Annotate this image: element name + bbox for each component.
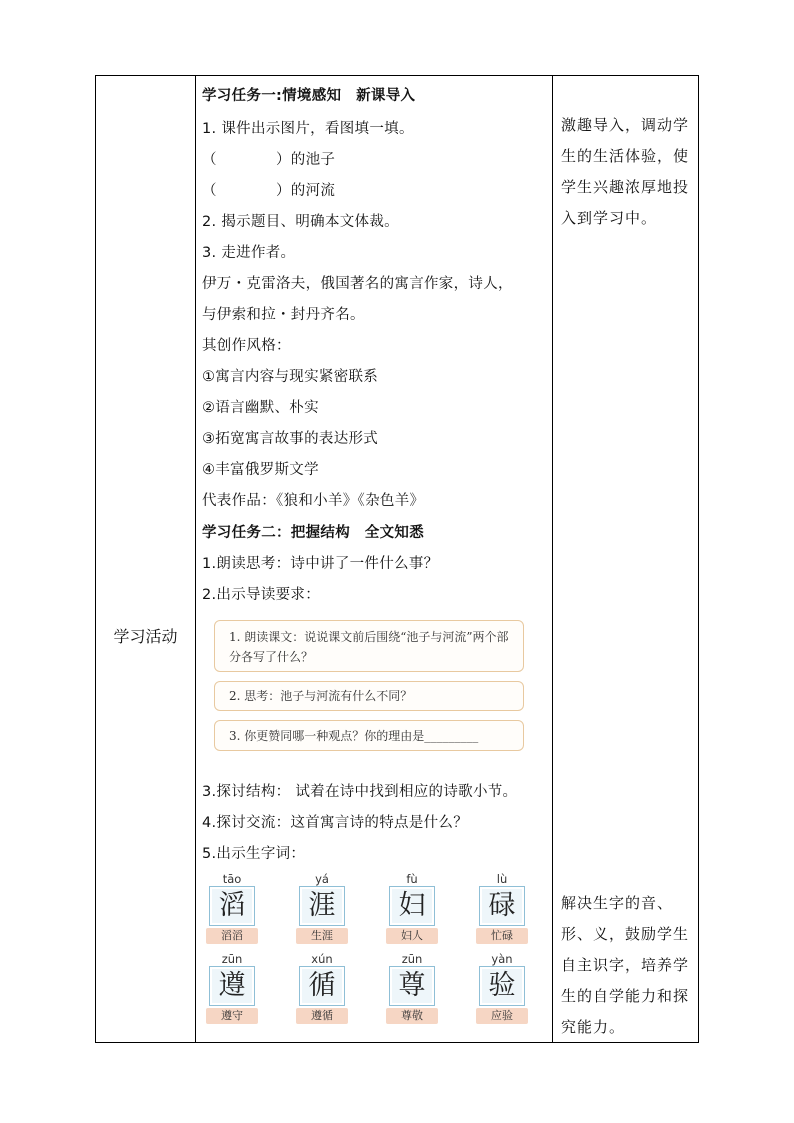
task1-line: 1. 课件出示图片，看图填一填。: [202, 121, 414, 137]
vocab-word: 遵循: [296, 1008, 348, 1024]
pinyin: fù: [406, 872, 418, 886]
vocab-word: 遵守: [206, 1008, 258, 1024]
vocab-card: [294, 872, 350, 944]
section-label: 学习活动: [113, 627, 178, 646]
task1-line: 2. 揭示题目、明确本文体裁。: [202, 214, 399, 230]
lesson-table: [95, 75, 699, 1043]
character: 验: [479, 966, 525, 1006]
column-divider-right: [552, 76, 553, 1042]
task2-line: 4.探讨交流：这首寓言诗的特点是什么？: [202, 815, 469, 831]
task1-title: 学习任务一:情境感知 新课导入: [202, 88, 416, 104]
character: 碌: [479, 886, 525, 926]
task1-line: 代表作品：《狼和小羊》《杂色羊》: [202, 493, 425, 509]
vocab-word: 尊敬: [386, 1008, 438, 1024]
pinyin: zūn: [221, 952, 243, 966]
vocab-card: [384, 952, 440, 1024]
vocab-word: 应验: [476, 1008, 528, 1024]
vocab-card: [384, 872, 440, 944]
pinyin: xún: [311, 952, 333, 966]
task1-line: 与伊索和拉・封丹齐名。: [202, 307, 365, 323]
vocab-word: 滔滔: [206, 928, 258, 944]
guide-box: 3. 你更赞同哪一种观点？你的理由是_________: [214, 720, 524, 751]
task1-line: ②语言幽默、朴实: [202, 400, 319, 416]
task1-line: 3. 走进作者。: [202, 245, 296, 261]
task2-line: 1.朗读思考：诗中讲了一件什么事？: [202, 556, 439, 572]
vocab-card: [204, 952, 260, 1024]
pinyin: yá: [315, 872, 329, 886]
vocab-card: [474, 872, 530, 944]
task2-line: 3.探讨结构： 试着在诗中找到相应的诗歌小节。: [202, 784, 518, 800]
task2-line: 5.出示生字词：: [202, 846, 306, 862]
guide-box: 1. 朗读课文：说说课文前后围绕“池子与河流”两个部分各写了什么？: [214, 620, 524, 672]
character: 滔: [209, 886, 255, 926]
task1-line: ③拓宽寓言故事的表达形式: [202, 431, 379, 447]
vocab-card: [474, 952, 530, 1024]
vocab-word: 生涯: [296, 928, 348, 944]
task2-line: 2.出示导读要求：: [202, 587, 321, 603]
design-note: 激趣导入，调动学生的生活体验，使学生兴趣浓厚地投入到学习中。: [561, 116, 690, 227]
guide-box: 2. 思考：池子与河流有什么不同？: [214, 681, 524, 711]
pinyin: zūn: [401, 952, 423, 966]
task1-line: （ ）的池子: [202, 152, 336, 168]
task2-title: 学习任务二：把握结构 全文知悉: [202, 525, 424, 541]
task1-line: （ ）的河流: [202, 183, 336, 199]
task1-line: 其创作风格：: [202, 338, 291, 354]
character: 遵: [209, 966, 255, 1006]
task1-line: ①寓言内容与现实紧密联系: [202, 369, 379, 385]
design-note: 解决生字的音、形、义，鼓励学生自主识字，培养学生的自学能力和探究能力。: [561, 894, 690, 1036]
character: 涯: [299, 886, 345, 926]
pinyin: yàn: [491, 952, 513, 966]
character: 循: [299, 966, 345, 1006]
character: 尊: [389, 966, 435, 1006]
pinyin: lù: [496, 872, 508, 886]
character: 妇: [389, 886, 435, 926]
vocab-word: 忙碌: [476, 928, 528, 944]
vocab-card: [204, 872, 260, 944]
task1-line: 伊万・克雷洛夫，俄国著名的寓言作家，诗人，: [202, 276, 513, 292]
column-divider-left: [195, 76, 196, 1042]
pinyin: tāo: [222, 872, 242, 886]
vocab-card: [294, 952, 350, 1024]
vocab-word: 妇人: [386, 928, 438, 944]
task1-line: ④丰富俄罗斯文学: [202, 462, 319, 478]
